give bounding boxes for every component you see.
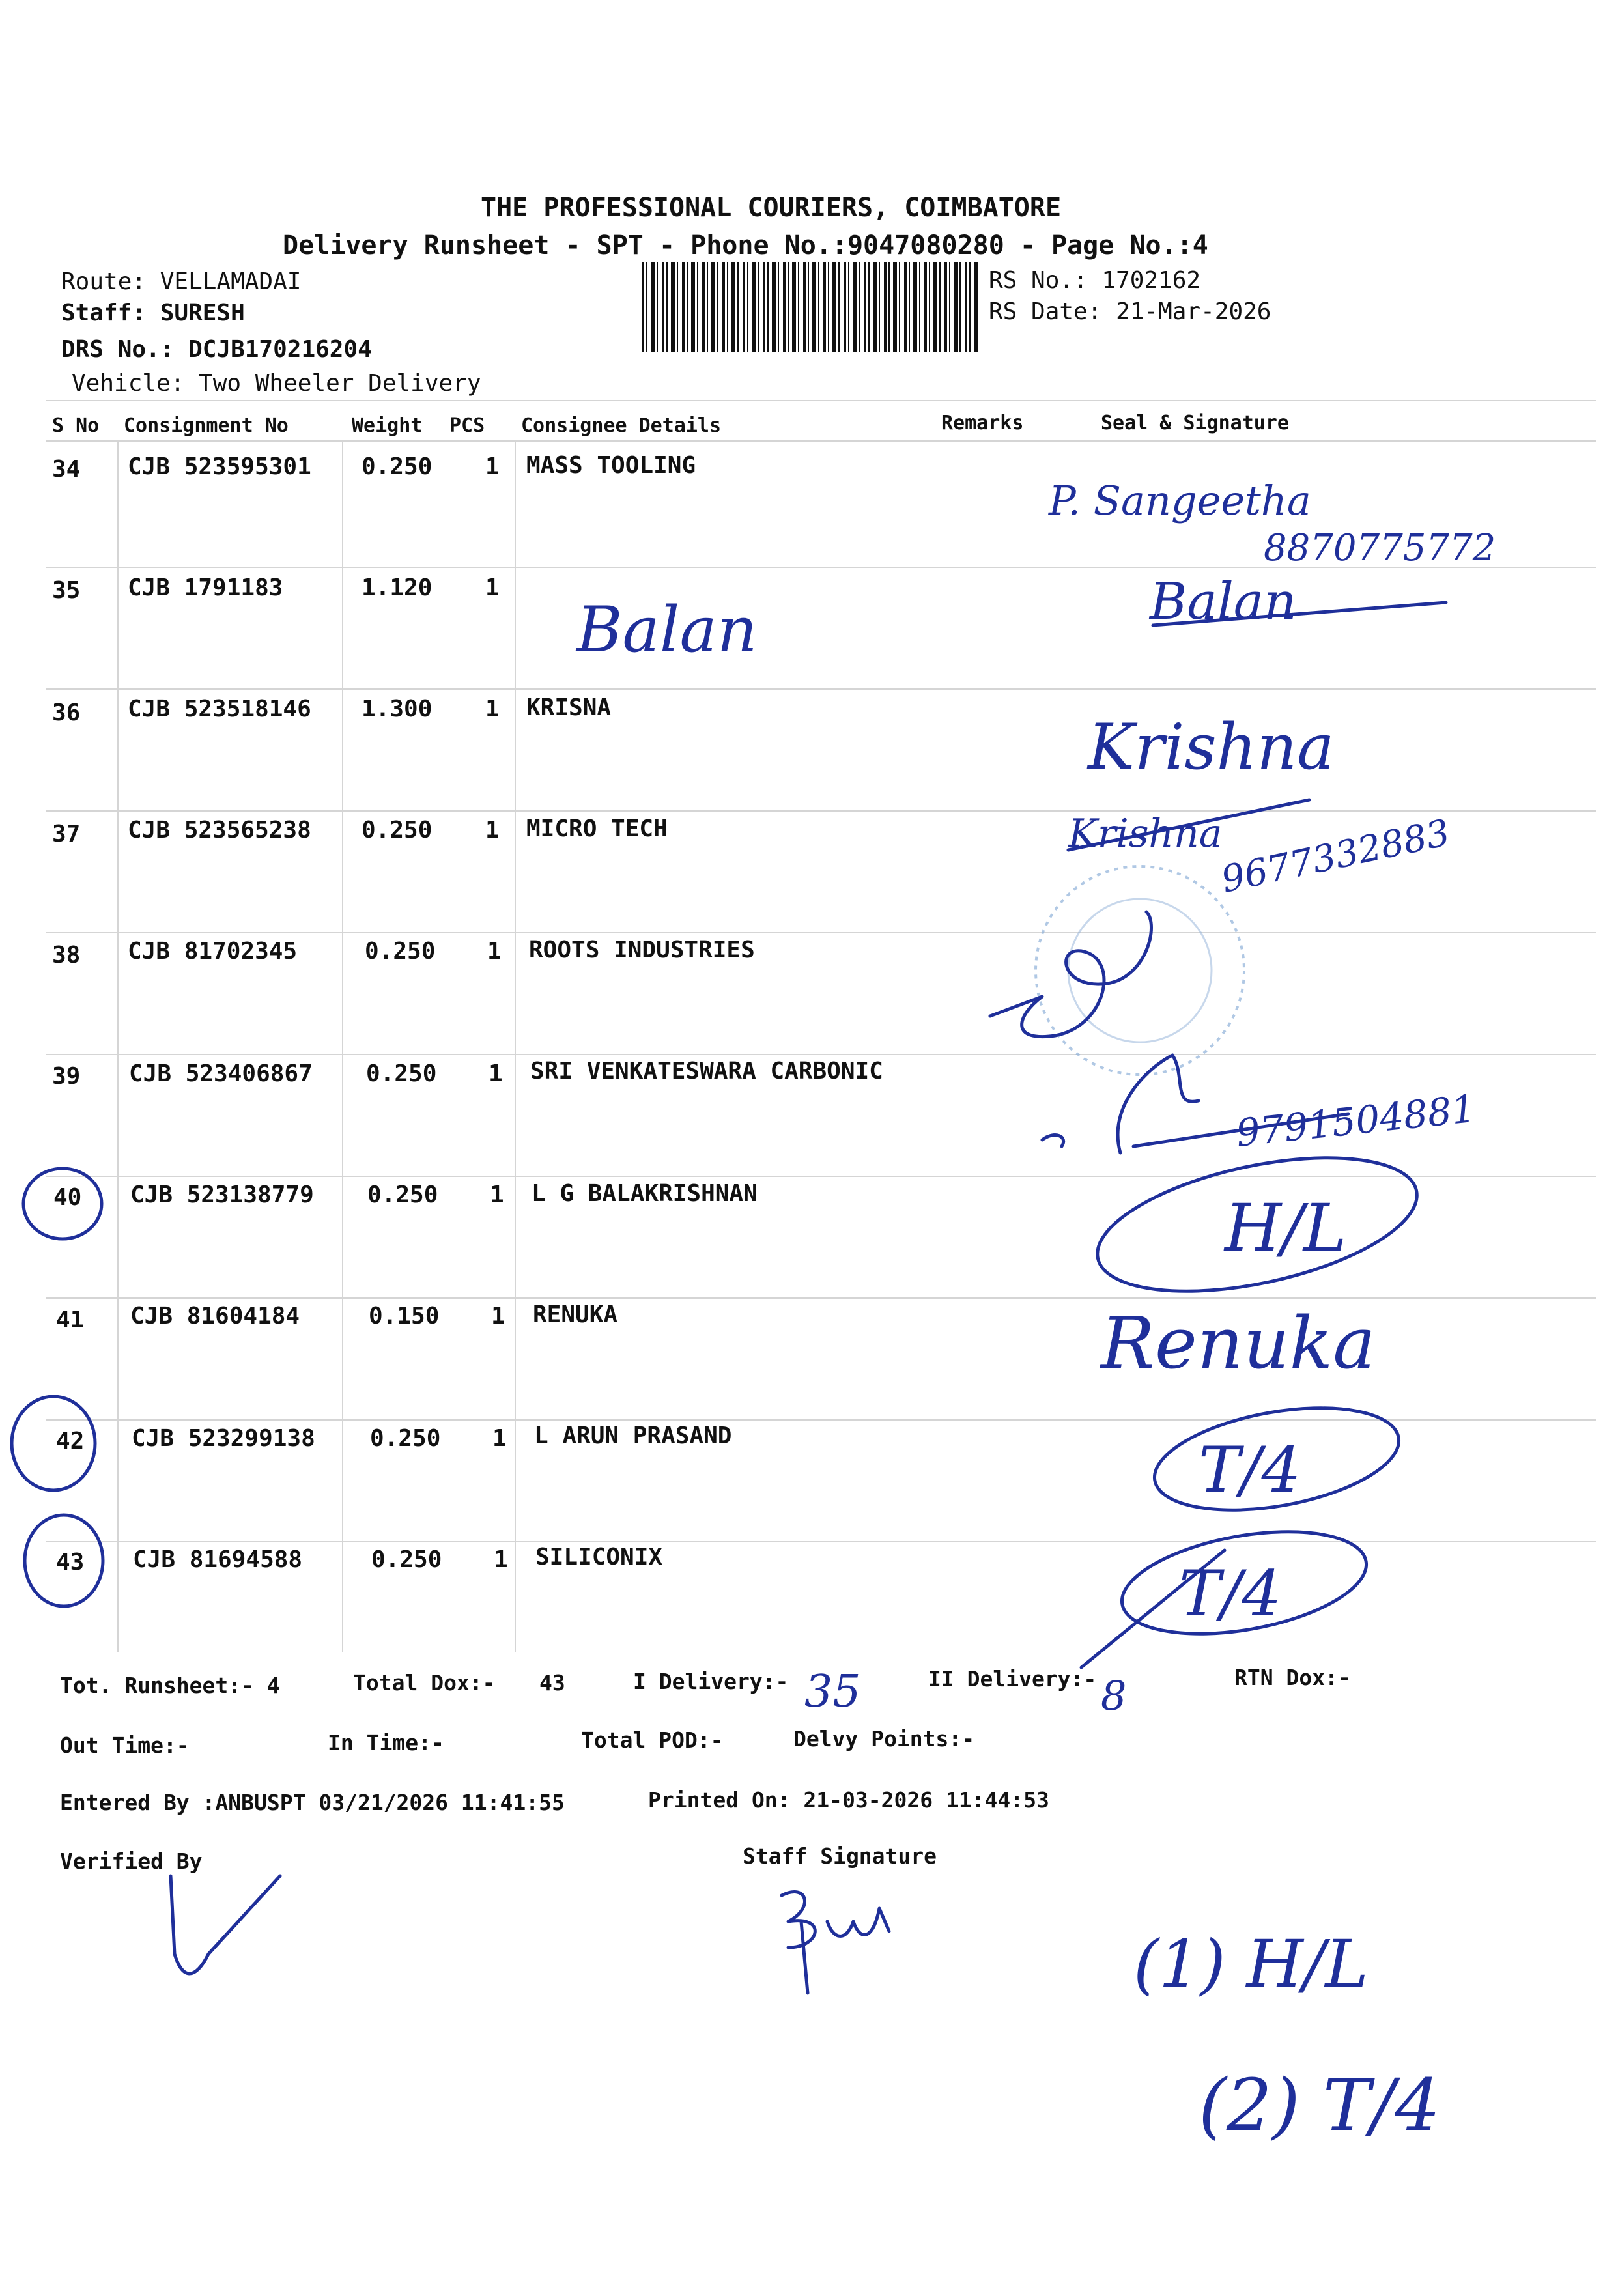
row-consignment: CJB 1791183 [128,574,283,601]
rs-number: RS No.: 1702162 [989,267,1201,294]
rs-date: RS Date: 21-Mar-2026 [989,298,1271,325]
out-time: Out Time:- [60,1733,190,1758]
row-weight: 1.300 [362,696,433,722]
row37-phone: 9677332883 [1217,812,1454,901]
row-sno: 41 [56,1307,85,1333]
i-delivery-value: 35 [804,1666,861,1718]
row-pcs: 1 [485,817,500,843]
row42-circle [12,1396,95,1490]
row-weight: 1.120 [362,574,433,601]
row-consignment: CJB 523595301 [128,453,311,480]
row-pcs: 1 [490,1182,504,1208]
row-consignee: L G BALAKRISHNAN [532,1180,758,1207]
verified-by: Verified By [60,1849,203,1874]
ii-delivery-label: II Delivery:- [928,1666,1097,1692]
col-consignment: Consignment No [124,414,289,437]
total-dox-value: 43 [539,1670,565,1695]
row-weight: 0.250 [362,453,433,480]
row40-note: H/L [1225,1190,1347,1266]
staff-signature [782,1892,889,1993]
row-consignee: SRI VENKATESWARA CARBONIC [530,1058,883,1084]
row-sno: 34 [52,456,81,483]
row43-note: T/4 [1179,1557,1282,1630]
row-weight: 0.250 [367,1182,438,1208]
row-consignee: L ARUN PRASAND [534,1423,732,1449]
row-pcs: 1 [494,1546,508,1573]
row35-consignee-handwritten: Balan [576,593,758,666]
row-pcs: 1 [492,1425,507,1452]
row-consignee: SILICONIX [535,1544,663,1570]
row40-circle [23,1169,102,1239]
i-delivery-label: I Delivery:- [633,1669,789,1694]
row-consignment: CJB 81604184 [130,1303,300,1329]
row39-mark [1042,1135,1064,1146]
printed-on: Printed On: 21-03-2026 11:44:53 [648,1787,1049,1813]
row-consignment: CJB 523406867 [129,1060,313,1087]
row-sno: 39 [52,1063,81,1090]
row-pcs: 1 [487,938,502,965]
route: Route: VELLAMADAI [61,268,302,295]
row-weight: 0.250 [371,1546,442,1573]
row-sno: 38 [52,942,81,969]
row-pcs: 1 [485,453,500,480]
runsheet-subtitle: Delivery Runsheet - SPT - Phone No.:9047080280 - Page No.:4 [283,231,1208,261]
row-pcs: 1 [489,1060,503,1087]
row39-phone: 9791504881 [1234,1086,1478,1155]
row35-signature: Balan [1150,573,1297,631]
row-pcs: 1 [485,574,500,601]
col-sno: S No [52,414,100,437]
row-consignee: KRISNA [526,694,612,721]
staff-signature-label: Staff Signature [743,1843,937,1869]
row36-signature: Krishna [1088,711,1335,784]
row34-signature: P. Sangeetha [1049,477,1311,524]
tot-runsheet: Tot. Runsheet:- 4 [60,1673,280,1698]
row-consignee: ROOTS INDUSTRIES [529,937,755,963]
row-weight: 0.150 [369,1303,440,1329]
row-weight: 0.250 [365,938,436,965]
ii-delivery-value: 8 [1101,1672,1127,1720]
row-weight: 0.250 [362,817,433,843]
row-consignment: CJB 523299138 [132,1425,315,1452]
drs-number: DRS No.: DCJB170216204 [61,336,372,363]
company-seal-inner [1068,899,1212,1042]
row37-signature: Krishna [1068,811,1223,857]
row34-phone: 8870775772 [1264,527,1496,569]
col-consignee: Consignee Details [521,414,722,437]
row-consignment: CJB 523565238 [128,817,311,843]
row-consignment: CJB 81694588 [133,1546,303,1573]
row-consignment: CJB 523138779 [130,1182,314,1208]
row-pcs: 1 [491,1303,505,1329]
col-remarks: Remarks [941,412,1024,434]
rtn-dox-label: RTN Dox:- [1234,1665,1351,1690]
row-weight: 0.250 [370,1425,441,1452]
row43-circle [25,1515,103,1606]
row-consignment: CJB 523518146 [128,696,311,722]
row-consignee: MICRO TECH [526,815,668,842]
row38-signature [990,912,1152,1037]
legend-t4: (2) T/4 [1199,2063,1441,2147]
delvy-points: Delvy Points:- [793,1726,975,1751]
total-dox-label: Total Dox:- [353,1670,496,1695]
row-consignee: MASS TOOLING [526,452,696,479]
row41-signature: Renuka [1101,1301,1376,1385]
vehicle: Vehicle: Two Wheeler Delivery [72,370,481,397]
staff: Staff: SURESH [61,300,245,326]
legend-hl: (1) H/L [1133,1926,1369,2002]
row-sno: 37 [52,821,81,847]
company-title: THE PROFESSIONAL COURIERS, COIMBATORE [481,193,1062,223]
row-sno: 35 [52,577,81,604]
verified-tick-icon [171,1876,280,1974]
entered-by: Entered By :ANBUSPT 03/21/2026 11:41:55 [60,1790,565,1815]
row-sno: 40 [53,1184,82,1211]
row-consignee: RENUKA [533,1301,618,1328]
col-weight: Weight [352,414,423,437]
row-weight: 0.250 [366,1060,437,1087]
row-sno: 36 [52,700,81,726]
row-sno: 42 [56,1428,85,1454]
row42-note: T/4 [1199,1434,1301,1507]
row-consignment: CJB 81702345 [128,938,298,965]
col-seal: Seal & Signature [1101,412,1289,434]
row-sno: 43 [56,1549,85,1576]
in-time: In Time:- [328,1730,444,1755]
row-pcs: 1 [485,696,500,722]
total-pod: Total POD:- [581,1727,724,1753]
col-pcs: PCS [449,414,485,437]
